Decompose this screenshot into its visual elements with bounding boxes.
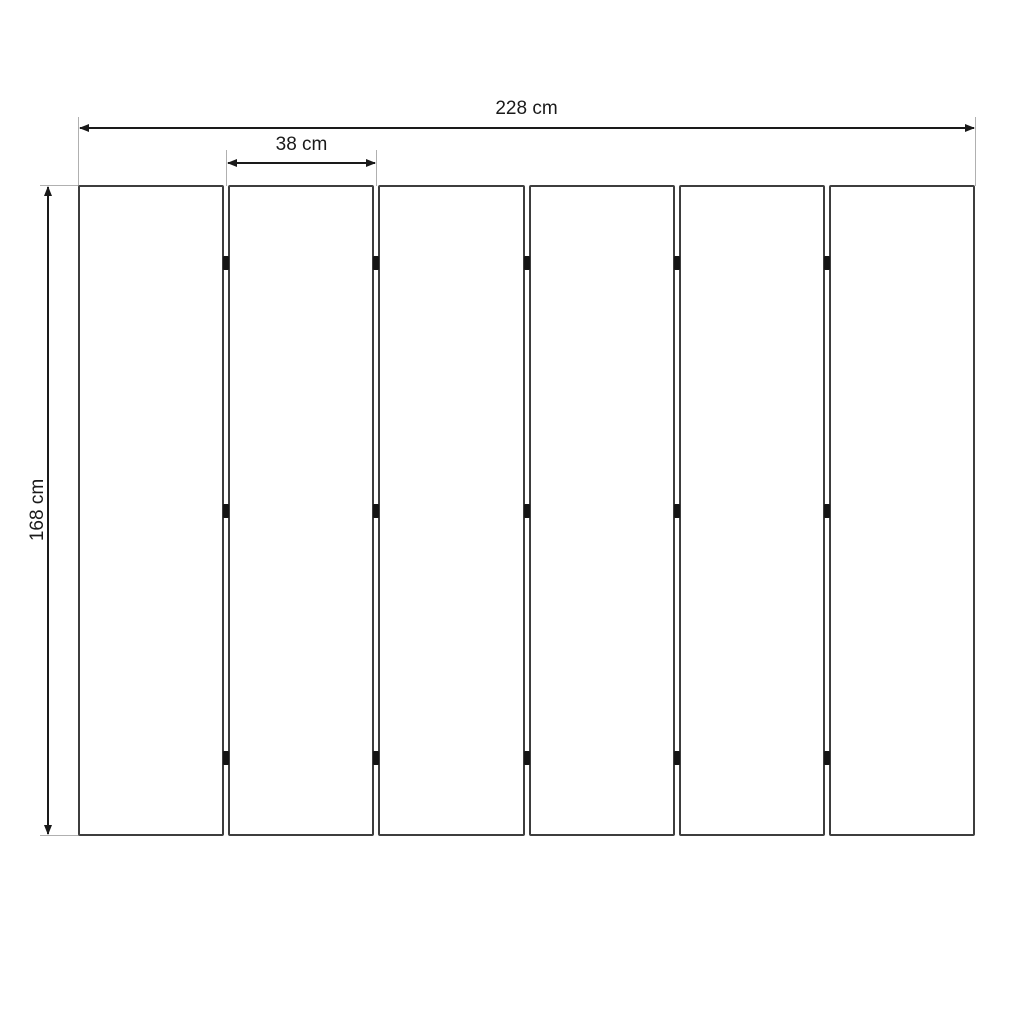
- panel: [679, 185, 825, 836]
- panel-connector: [674, 256, 680, 270]
- dimension-line-panel-width: [228, 162, 375, 164]
- panel: [829, 185, 975, 836]
- arrowhead-right-icon: [965, 124, 975, 132]
- panel-connector: [524, 504, 530, 518]
- arrowhead-left-icon: [227, 159, 237, 167]
- panel-connector: [373, 504, 379, 518]
- panel-connector: [223, 504, 229, 518]
- extension-line-bottom: [40, 835, 79, 836]
- panel: [78, 185, 224, 836]
- arrowhead-down-icon: [44, 825, 52, 835]
- dimension-label-panel-width: 38 cm: [275, 134, 328, 155]
- panel-connector: [223, 751, 229, 765]
- panel-connector: [223, 256, 229, 270]
- dimension-line-total-width: [80, 127, 974, 129]
- panel-connector: [524, 256, 530, 270]
- panel: [529, 185, 675, 836]
- dimension-label-total-width: 228 cm: [495, 98, 558, 119]
- arrowhead-up-icon: [44, 186, 52, 196]
- arrowhead-left-icon: [79, 124, 89, 132]
- panel-connector: [524, 751, 530, 765]
- panel: [378, 185, 524, 836]
- panel-connector: [373, 256, 379, 270]
- dimension-label-total-height: 168 cm: [27, 478, 48, 542]
- panel-connector: [824, 751, 830, 765]
- arrowhead-right-icon: [366, 159, 376, 167]
- panel-connector: [824, 256, 830, 270]
- panel-connector: [373, 751, 379, 765]
- panel-connector: [674, 504, 680, 518]
- extension-line-right: [975, 117, 976, 186]
- panel-connector: [824, 504, 830, 518]
- panel-assembly: [78, 185, 975, 836]
- panel: [228, 185, 374, 836]
- panel-connector: [674, 751, 680, 765]
